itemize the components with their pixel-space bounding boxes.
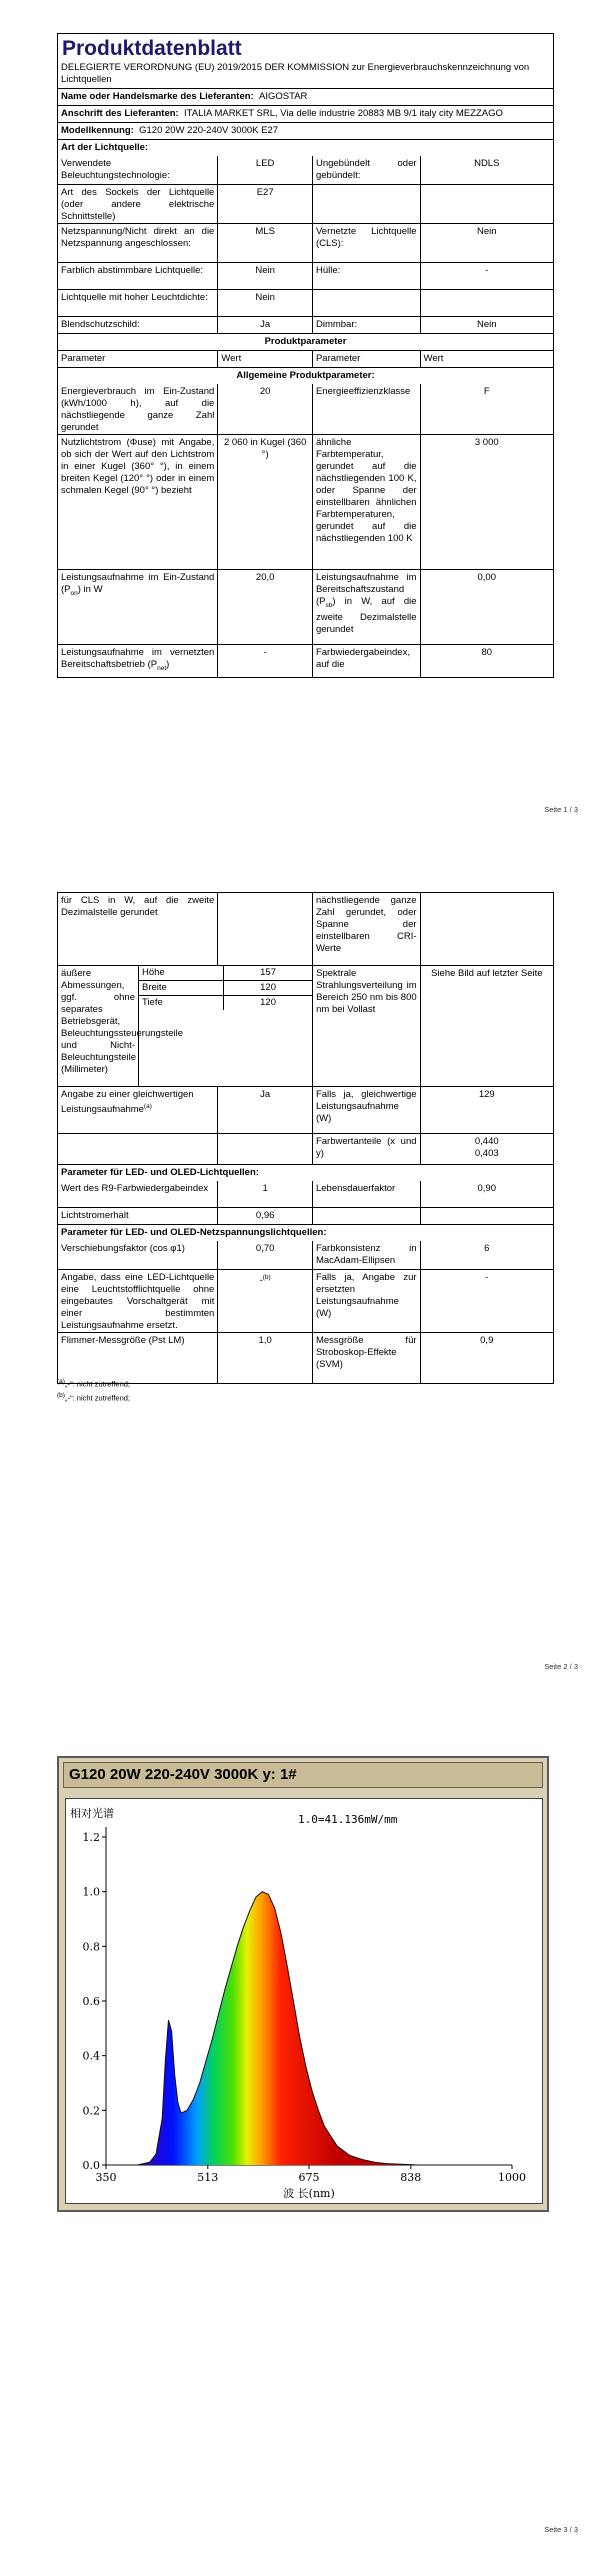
dimension-value: 120 <box>260 982 276 993</box>
param-row <box>58 1332 553 1383</box>
param-value-2: NDLS <box>420 156 553 184</box>
param-row-dimensions <box>58 965 553 1086</box>
param-label-2: Lebensdauerfaktor <box>312 1181 420 1207</box>
param-label-2: Hülle: <box>312 263 420 289</box>
param-label: Farblich abstimmbare Lichtquelle: <box>61 265 204 276</box>
param-value-text: 2 060 in Kugel (360 °) <box>223 437 307 460</box>
empty-cell <box>217 893 312 965</box>
param-value <box>217 384 312 434</box>
param-value-2: 0,90 <box>420 1181 553 1207</box>
param-label-2: Messgröße für Stroboskop-Effekte (SVM) <box>312 1333 420 1383</box>
y-tick-label: 1.2 <box>82 1831 100 1844</box>
cri-value: 80 <box>420 645 553 677</box>
param-label-2 <box>312 290 420 316</box>
equivalent-value: Ja <box>217 1087 312 1133</box>
equivalent-power-value: 129 <box>420 1087 553 1133</box>
net-power-value: - <box>217 645 312 677</box>
param-label-2: Ungebündelt oder gebündelt: <box>312 156 420 184</box>
x-tick-label: 675 <box>298 2171 320 2184</box>
page-number-1: Seite 1 / 3 <box>544 805 578 814</box>
param-value-text: 20 <box>259 386 271 397</box>
param-row <box>58 1207 553 1224</box>
plot-frame <box>65 1798 543 2204</box>
empty-cell <box>420 893 553 965</box>
param-label-2 <box>312 185 420 223</box>
param-row <box>58 1241 553 1269</box>
net-power-label: Leistungsaufnahme im vernetzten Bereitschaftsbetrieb $(P_{net})$ <box>61 647 215 672</box>
param-row <box>58 184 553 223</box>
param-value-text: MLS <box>255 226 275 237</box>
col-header-param-2: Parameter <box>312 351 420 367</box>
param-row-continued <box>58 893 553 965</box>
chart-annotation: 1.0=41.136mW/mm <box>298 1813 398 1826</box>
col-header-param: Parameter <box>61 353 106 364</box>
param-value-text: Ja <box>260 319 271 330</box>
param-row-net-power <box>58 644 553 677</box>
x-axis-label: 波 长(nm) <box>283 2187 335 2200</box>
param-row-on-power <box>58 569 553 644</box>
spectrum-chart-panel <box>57 1756 549 2212</box>
param-label: Netzspannung/Nicht direkt an die Netzspannung angeschlossen: <box>61 226 215 249</box>
param-row <box>58 434 553 569</box>
dimensions-table <box>138 966 312 1086</box>
spectrum-area <box>106 1892 512 2165</box>
spectral-label: Spektrale Strahlungsverteilung im Bereich 250 nm bis 800 nm bei Vollast <box>312 966 420 1086</box>
empty-cell <box>58 1134 217 1164</box>
cri-label-part1: Farbwiedergabeindex, auf die <box>312 645 420 677</box>
y-tick-label: 0.2 <box>82 2104 100 2118</box>
param-value-text: - <box>259 1275 263 1287</box>
param-label: Nutzlichtstrom (Φuse) mit Angabe, ob sich der Wert auf den Lichtstrom in einer Kugel (360° °), in einem breiten Kegel (120° °) oder in einem schmalen Kegel (90° °) bezieht <box>61 437 215 496</box>
page-title: Produktdatenblatt <box>62 37 242 60</box>
param-row <box>58 316 553 333</box>
led-params-header: Parameter für LED- und OLED-Lichtquellen: <box>61 1167 259 1178</box>
param-value-text: 1 <box>262 1183 268 1194</box>
param-value-2: 3 000 <box>420 435 553 569</box>
x-tick-label: 1000 <box>498 2171 526 2184</box>
x-tick-label: 350 <box>95 2171 117 2184</box>
chromaticity-values: 0,440 0,403 <box>420 1134 553 1164</box>
datasheet-table-part2 <box>57 892 554 1384</box>
standby-power-value: 0,00 <box>420 570 553 644</box>
param-value-text: Nein <box>255 292 275 303</box>
supplier-name: Name oder Handelsmarke des Lieferanten: AIGOSTAR <box>61 91 308 102</box>
mains-params-header: Parameter für LED- und OLED-Netzspannungslichtquellen: <box>61 1227 327 1238</box>
param-label-2: Dimmbar: <box>312 317 420 333</box>
param-label: Verwendete Beleuchtungstechnologie: <box>61 158 170 181</box>
cri-label-cont: nächstliegende ganze Zahl gerundet, oder Spanne der einstellbaren CRI-Werte <box>312 893 420 965</box>
dimension-row <box>139 980 312 995</box>
product-params-header: Produktparameter <box>264 336 347 347</box>
param-label: Lichtstromerhalt <box>61 1210 129 1221</box>
param-value-2 <box>420 185 553 223</box>
param-value-2: Nein <box>420 224 553 262</box>
y-axis-label: 相对光谱 <box>70 1807 114 1820</box>
page-2 <box>0 880 603 1700</box>
param-value-2: - <box>420 1270 553 1332</box>
param-value-text: 0,96 <box>255 1210 275 1221</box>
param-label: Wert des R9-Farbwiedergabeindex <box>61 1183 209 1194</box>
dimension-row <box>139 995 312 1010</box>
param-label: Verschiebungsfaktor (cos φ1) <box>61 1243 185 1254</box>
param-row <box>58 289 553 316</box>
y-tick-label: 0.8 <box>82 1940 100 1954</box>
param-label: Art des Sockels der Lichtquelle (oder andere elektrische Schnittstelle) <box>61 187 215 222</box>
param-value-2: F <box>420 384 553 434</box>
param-value <box>217 156 312 184</box>
dimension-name: Breite <box>139 981 224 995</box>
light-source-type-header: Art der Lichtquelle: <box>61 142 149 153</box>
param-value <box>217 1270 312 1332</box>
column-header-row <box>58 350 553 367</box>
footnote-a: (a)„-": nicht zutreffend; <box>57 1378 131 1389</box>
spectral-value: Siehe Bild auf letzter Seite <box>420 966 553 1086</box>
param-label: Angabe, dass eine LED-Lichtquelle eine Leuchtstofflichtquelle ohne eingebautes Vorschaltgerät mit einer bestimmten Leistungsaufnahme ersetzt. <box>61 1272 215 1331</box>
dimension-value: 120 <box>260 997 276 1008</box>
regulation-text: DELEGIERTE VERORDNUNG (EU) 2019/2015 DER KOMMISSION zur Energieverbrauchskennzeichnung von Lichtquellen <box>61 62 530 85</box>
param-value <box>217 1181 312 1207</box>
general-params-header: Allgemeine Produktparameter: <box>236 370 375 381</box>
param-label: Lichtquelle mit hoher Leuchtdichte: <box>61 292 208 303</box>
equivalent-label: Angabe zu einer gleichwertigen Leistungsaufnahme$^{(a)}$ <box>61 1089 194 1116</box>
y-tick-label: 0.0 <box>82 2159 100 2172</box>
param-value <box>217 224 312 262</box>
param-value-text: LED <box>255 158 275 169</box>
footnote-b: (b)„-": nicht zutreffend; <box>57 1392 131 1403</box>
param-row-equivalent <box>58 1086 553 1133</box>
param-value-2: - <box>420 263 553 289</box>
param-value <box>217 317 312 333</box>
dimensions-label: äußere Abmessungen, ggf. ohne separates Betriebsgerät, Beleuchtungssteuerungsteile und Nicht-Beleuchtungsteile (Millimeter) <box>61 968 184 1075</box>
param-row <box>58 384 553 434</box>
param-row <box>58 1181 553 1207</box>
standby-power-label: Leistungsaufnahme im Bereitschaftszustand $(P_{sb})$ in W, auf die zweite Dezimalstelle gerundet <box>312 570 420 644</box>
y-tick-label: 0.4 <box>82 2049 100 2063</box>
y-tick-label: 1.0 <box>82 1885 100 1899</box>
param-label: Blendschutzschild: <box>61 319 140 330</box>
param-label-2 <box>312 1208 420 1224</box>
x-tick-label: 513 <box>197 2171 219 2184</box>
x-tick-label: 838 <box>400 2171 422 2184</box>
param-value <box>217 263 312 289</box>
param-value <box>217 1241 312 1269</box>
dimension-row <box>139 966 312 980</box>
param-value-text: E27 <box>256 187 274 198</box>
col-header-value-2: Wert <box>420 351 553 367</box>
param-value-2: 0,9 <box>420 1333 553 1383</box>
param-value-2: Nein <box>420 317 553 333</box>
on-power-label: Leistungsaufnahme im Ein-Zustand $(P_{on})$ in W <box>61 572 215 597</box>
param-row-chromaticity <box>58 1133 553 1164</box>
datasheet-table-part1 <box>57 33 554 678</box>
y-tick-label: 0.6 <box>82 1995 100 2008</box>
dimension-name: Höhe <box>139 966 224 980</box>
param-row <box>58 156 553 184</box>
param-value-text: 0,70 <box>255 1243 275 1254</box>
page-number-3: Seite 3 / 3 <box>544 2525 578 2534</box>
spectrum-chart <box>66 1799 542 2203</box>
chromaticity-label: Farbwertanteile (x und y) <box>312 1134 420 1164</box>
param-value <box>217 435 312 569</box>
param-value <box>217 290 312 316</box>
chart-title: G120 20W 220-240V 3000K y: 1# <box>63 1762 543 1788</box>
param-value-text: 1,0 <box>258 1335 272 1346</box>
col-header-value: Wert <box>217 351 312 367</box>
dimension-value: 157 <box>260 967 276 978</box>
footnote-mark: (b) <box>262 1274 271 1281</box>
param-value-2 <box>420 290 553 316</box>
param-label: Energieverbrauch im Ein-Zustand (kWh/1000 h), auf die nächstliegende ganze Zahl gerundet <box>61 386 215 433</box>
param-label: Flimmer-Messgröße (Pst LM) <box>61 1335 185 1346</box>
net-power-label-cont: für CLS in W, auf die zweite Dezimalstelle gerundet <box>61 895 215 918</box>
param-value-2: 6 <box>420 1241 553 1269</box>
param-label-2: Vernetzte Lichtquelle (CLS): <box>312 224 420 262</box>
page-number-2: Seite 2 / 3 <box>544 1662 578 1671</box>
param-label-2: Energieeffizienzklasse <box>312 384 420 434</box>
page-1 <box>0 0 603 814</box>
param-value <box>217 1333 312 1383</box>
param-label-2: ähnliche Farbtemperatur, gerundet auf die nächstliegenden 100 K, oder Spanne der einstellbaren ähnlichen Farbtemperaturen, gerundet auf die nächstliegenden 100 K <box>312 435 420 569</box>
model-identifier: Modellkennung: G120 20W 220-240V 3000K E27 <box>61 125 279 136</box>
equivalent-power-label: Falls ja, gleichwertige Leistungsaufnahme (W) <box>312 1087 420 1133</box>
empty-cell <box>217 1134 312 1164</box>
param-row <box>58 223 553 262</box>
dimension-name: Tiefe <box>139 996 224 1010</box>
param-row <box>58 262 553 289</box>
param-label-2: Farbkonsistenz in MacAdam-Ellipsen <box>312 1241 420 1269</box>
param-value <box>217 1208 312 1224</box>
param-row <box>58 1269 553 1332</box>
param-value-2 <box>420 1208 553 1224</box>
param-value-text: Nein <box>255 265 275 276</box>
supplier-address: Anschrift des Lieferanten: ITALIA MARKET SRL, Via delle industrie 20883 MB 9/1 italy city MEZZAGO <box>61 108 503 119</box>
on-power-value: 20,0 <box>217 570 312 644</box>
param-value <box>217 185 312 223</box>
param-label-2: Falls ja, Angabe zur ersetzten Leistungsaufnahme (W) <box>312 1270 420 1332</box>
